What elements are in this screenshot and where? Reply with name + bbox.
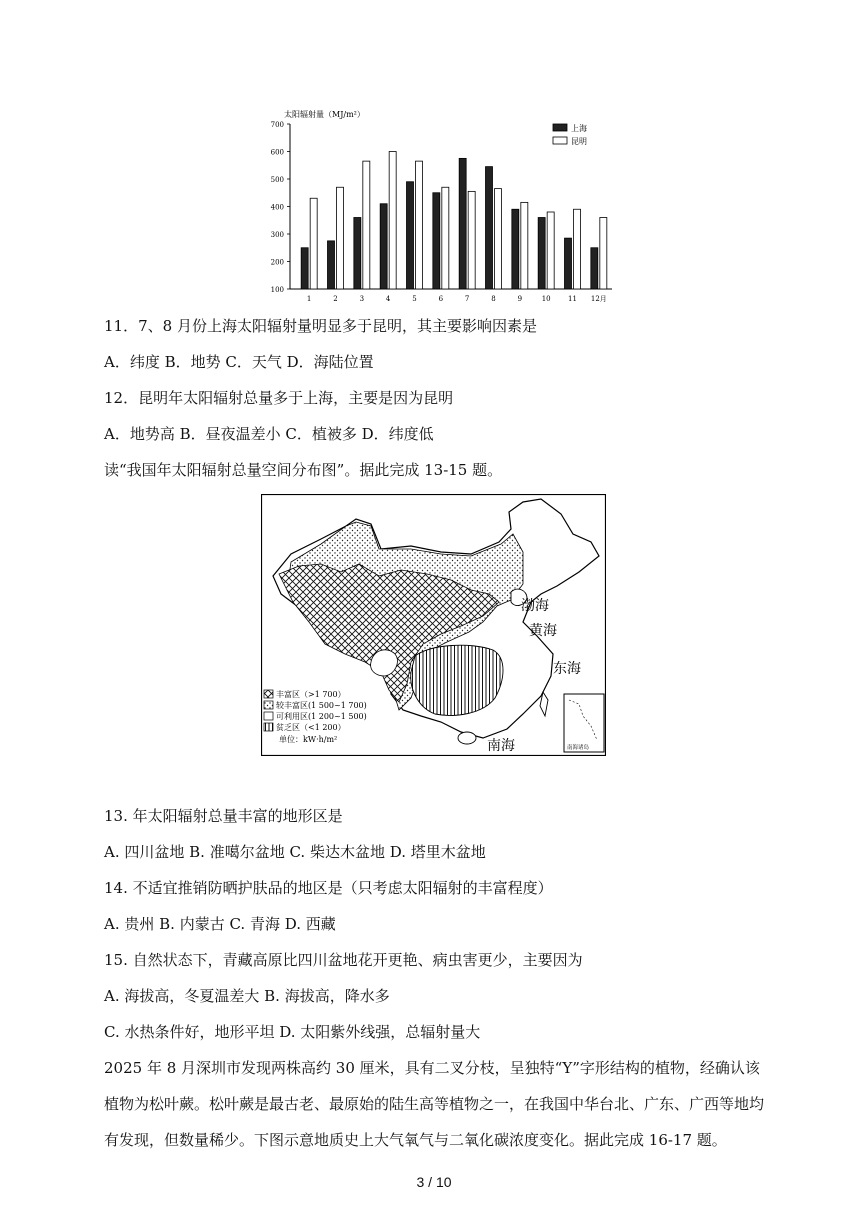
question-11-stem: 11．7、8 月份上海太阳辐射量明显多于昆明，其主要影响因素是 (104, 317, 537, 335)
question-14-stem: 14. 不适宜推销防晒护肤品的地区是（只考虑太阳辐射的丰富程度） (104, 879, 553, 897)
x-tick-label: 3 (359, 295, 365, 303)
bar-shanghai (407, 182, 414, 289)
x-tick-label: 11 (568, 295, 577, 303)
bar-kunming (337, 187, 344, 289)
chart-bars (301, 152, 607, 290)
x-tick-label: 10 (541, 295, 551, 303)
y-tick-label: 200 (270, 258, 284, 267)
bar-shanghai (354, 218, 361, 290)
legend-unit: 单位：kW·h/m² (279, 735, 338, 744)
solar-radiation-map (261, 494, 606, 756)
bar-shanghai (459, 158, 466, 289)
chart-x-ticks (307, 295, 607, 303)
bar-kunming (600, 218, 607, 290)
x-tick-label: 5 (412, 295, 417, 303)
y-tick-label: 300 (270, 231, 284, 239)
legend-label-shanghai: 上海 (571, 124, 587, 133)
bar-shanghai (380, 204, 387, 289)
bar-kunming (363, 161, 370, 289)
page-number: 3 / 10 (416, 1174, 452, 1190)
legend-label-available: 可利用区(1 200~1 500) (276, 712, 367, 721)
x-tick-label: 6 (438, 295, 444, 303)
hainan-island (458, 732, 476, 744)
legend-label-rich: 丰富区（>1 700） (276, 690, 346, 699)
bar-shanghai (565, 238, 572, 289)
legend-swatch-kunming (553, 137, 567, 144)
bar-kunming (547, 212, 554, 289)
question-14-options: A. 贵州 B. 内蒙古 C. 青海 D. 西藏 (104, 915, 336, 933)
bar-shanghai (512, 209, 519, 289)
sea-label-bohai: 渤海 (521, 598, 549, 614)
y-tick-label: 500 (270, 176, 284, 184)
y-tick-label: 700 (270, 121, 284, 129)
chart-ylabel: 太阳辐射量（MJ/m²） (284, 110, 365, 119)
question-13-stem: 13. 年太阳辐射总量丰富的地形区是 (104, 807, 343, 825)
bar-shanghai (328, 241, 335, 289)
bar-kunming (442, 187, 449, 289)
intro-13-15: 读“我国年太阳辐射总量空间分布图”。据此完成 13-15 题。 (104, 461, 503, 479)
y-tick-label: 100 (270, 286, 284, 294)
legend-swatch-shanghai (553, 124, 567, 131)
bar-shanghai (538, 218, 545, 290)
bar-kunming (389, 152, 396, 290)
map-svg (261, 494, 606, 756)
legend-label-kunming: 昆明 (571, 137, 587, 146)
x-tick-label: 2 (333, 295, 338, 303)
bar-kunming (468, 191, 475, 289)
question-15-options-1: A. 海拔高，冬夏温差大 B. 海拔高，降水多 (104, 987, 390, 1005)
bar-shanghai (486, 167, 493, 289)
legend-label-poor: 贫乏区（<1 200） (276, 723, 346, 732)
bar-kunming (574, 209, 581, 289)
sea-label-donghai: 东海 (553, 661, 581, 677)
y-tick-label: 400 (270, 203, 284, 212)
solar-radiation-chart (250, 104, 620, 309)
x-tick-label: 4 (385, 295, 391, 303)
legend-swatch-rich (264, 690, 273, 698)
legend-swatch-available (264, 712, 273, 720)
question-15-options-2: C. 水热条件好，地形平坦 D. 太阳紫外线强，总辐射量大 (104, 1023, 481, 1041)
legend-label-relatively-rich: 较丰富区(1 500~1 700) (276, 701, 367, 710)
sea-label-huanghai: 黄海 (529, 623, 557, 639)
bar-kunming (310, 198, 317, 289)
question-12-stem: 12．昆明年太阳辐射总量多于上海，主要是因为昆明 (104, 389, 454, 407)
inset-label: 南海诸岛 (567, 745, 590, 751)
legend-swatch-poor (264, 723, 273, 731)
question-11-options: A．纬度 B．地势 C．天气 D．海陆位置 (104, 353, 374, 371)
question-15-stem: 15. 自然状态下，青藏高原比四川盆地花开更艳、病虫害更少，主要因为 (104, 951, 583, 969)
south-sea-inset (564, 694, 604, 752)
bar-shanghai (591, 248, 598, 289)
x-tick-label: 7 (464, 295, 470, 303)
chart-svg (250, 104, 620, 309)
x-tick-label: 1 (306, 295, 312, 303)
intro-16-17: 2025 年 8 月深圳市发现两株高约 30 厘米，具有二叉分枝，呈独特“Y”字形结构的植物，经确认该植物为松叶蕨。松叶蕨是最古老、最原始的陆生高等植物之一，在我国中华台北、广东、广西等地均有发现，但数量稀少。下图示意地质史上大气氧气与二氧化碳浓度变化。据此完成 16-17 题。 (104, 1059, 765, 1149)
x-tick-label: 12月 (590, 295, 607, 303)
legend-swatch-relatively-rich (264, 701, 273, 709)
chart-y-ticks (271, 121, 290, 294)
sea-label-nanhai: 南海 (487, 738, 515, 754)
bar-kunming (521, 202, 528, 289)
question-12-options: A．地势高 B．昼夜温差小 C．植被多 D．纬度低 (104, 425, 434, 443)
chart-legend (553, 123, 587, 146)
question-13-options: A. 四川盆地 B. 准噶尔盆地 C. 柴达木盆地 D. 塔里木盆地 (104, 843, 486, 861)
y-tick-label: 600 (270, 148, 284, 157)
bar-shanghai (433, 193, 440, 289)
bar-shanghai (301, 248, 308, 289)
x-tick-label: 9 (517, 295, 523, 303)
bar-kunming (416, 161, 423, 289)
x-tick-label: 8 (491, 295, 496, 303)
bar-kunming (495, 189, 502, 289)
